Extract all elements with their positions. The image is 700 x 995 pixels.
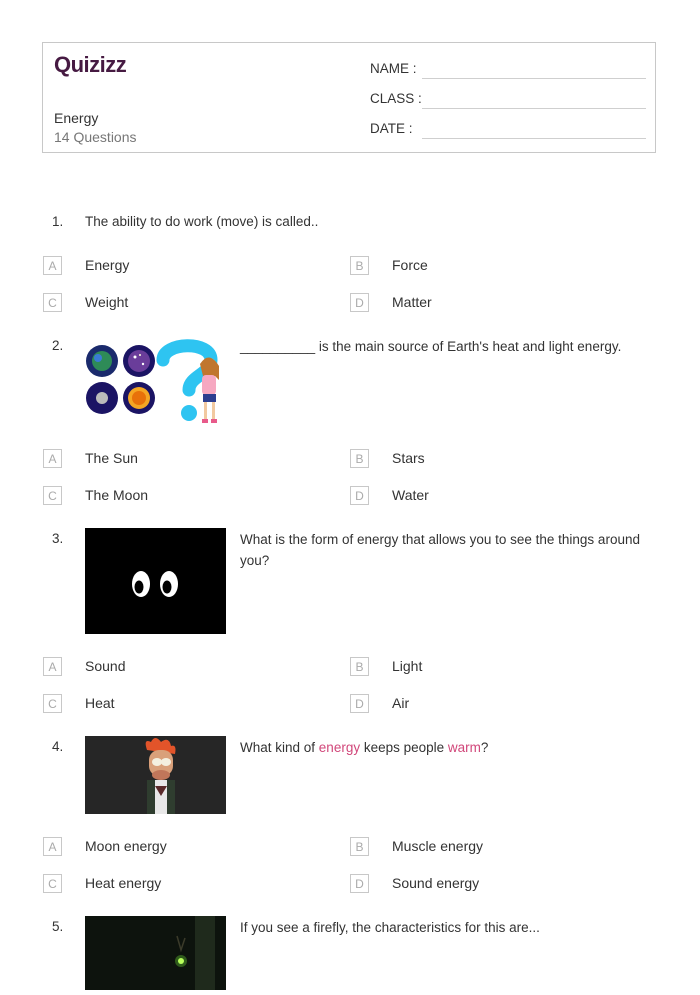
option-text: Sound — [85, 658, 126, 674]
quizizz-logo: Quizizz — [54, 52, 127, 77]
name-label: NAME : — [370, 61, 417, 76]
option-text: Air — [392, 695, 410, 711]
question-text-part: What kind of — [240, 740, 319, 755]
option-text: Energy — [85, 257, 130, 273]
option-letter: C — [43, 486, 62, 505]
option-letter: B — [350, 837, 369, 856]
option-letter: A — [43, 657, 62, 676]
eyes-in-dark-image — [85, 528, 226, 634]
muppet-question-image — [85, 736, 226, 814]
option-letter: B — [350, 657, 369, 676]
option-letter: D — [350, 694, 369, 713]
question-text: What is the form of energy that allows you to see the things around you? — [240, 532, 640, 568]
question-text: __________ is the main source of Earth's heat and light energy. — [240, 339, 622, 354]
option-letter: C — [43, 293, 62, 312]
option-letter: D — [350, 874, 369, 893]
option-text: Heat energy — [85, 875, 162, 891]
class-line[interactable] — [422, 108, 646, 109]
option-text: The Sun — [85, 450, 138, 466]
question-number: 1. — [52, 214, 64, 229]
date-line[interactable] — [422, 138, 646, 139]
option-text: Sound energy — [392, 875, 480, 891]
option-text: Force — [392, 257, 428, 273]
name-line[interactable] — [422, 78, 646, 79]
firefly-question-image — [85, 916, 226, 990]
question-text-part: keeps people — [360, 740, 448, 755]
option-letter: D — [350, 486, 369, 505]
question-text-part: ? — [480, 740, 489, 755]
option-text: Stars — [392, 450, 425, 466]
option-letter: A — [43, 837, 62, 856]
question-number: 2. — [52, 338, 64, 353]
option-text: The Moon — [85, 487, 149, 503]
question-text — [240, 737, 655, 758]
muppet-character-image — [85, 736, 226, 814]
eyes-question-image — [85, 528, 226, 634]
option-letter: A — [43, 256, 62, 275]
option-text: Weight — [85, 294, 129, 310]
highlighted-word: energy — [318, 740, 361, 755]
question-count: 14 Questions — [54, 129, 137, 145]
question-text: If you see a firefly, the characteristics for this are... — [240, 920, 540, 935]
question-number: 4. — [52, 739, 64, 754]
worksheet-header — [42, 42, 656, 153]
class-label: CLASS : — [370, 91, 422, 106]
option-letter: C — [43, 694, 62, 713]
planets-and-question-mark-girl-image — [85, 336, 226, 426]
worksheet-title: Energy — [54, 110, 99, 126]
option-text: Muscle energy — [392, 838, 484, 854]
option-text: Heat — [85, 695, 115, 711]
option-text: Water — [392, 487, 429, 503]
option-letter: B — [350, 449, 369, 468]
option-letter: B — [350, 256, 369, 275]
firefly-at-night-image — [85, 916, 226, 990]
planets-question-image — [85, 336, 226, 426]
highlighted-word: warm — [447, 740, 481, 755]
date-label: DATE : — [370, 121, 413, 136]
option-text: Moon energy — [85, 838, 167, 854]
option-letter: A — [43, 449, 62, 468]
option-text: Matter — [392, 294, 432, 310]
question-number: 3. — [52, 531, 64, 546]
question-number: 5. — [52, 919, 64, 934]
option-letter: C — [43, 874, 62, 893]
option-text: Light — [392, 658, 423, 674]
option-letter: D — [350, 293, 369, 312]
question-text: The ability to do work (move) is called.. — [85, 214, 319, 229]
